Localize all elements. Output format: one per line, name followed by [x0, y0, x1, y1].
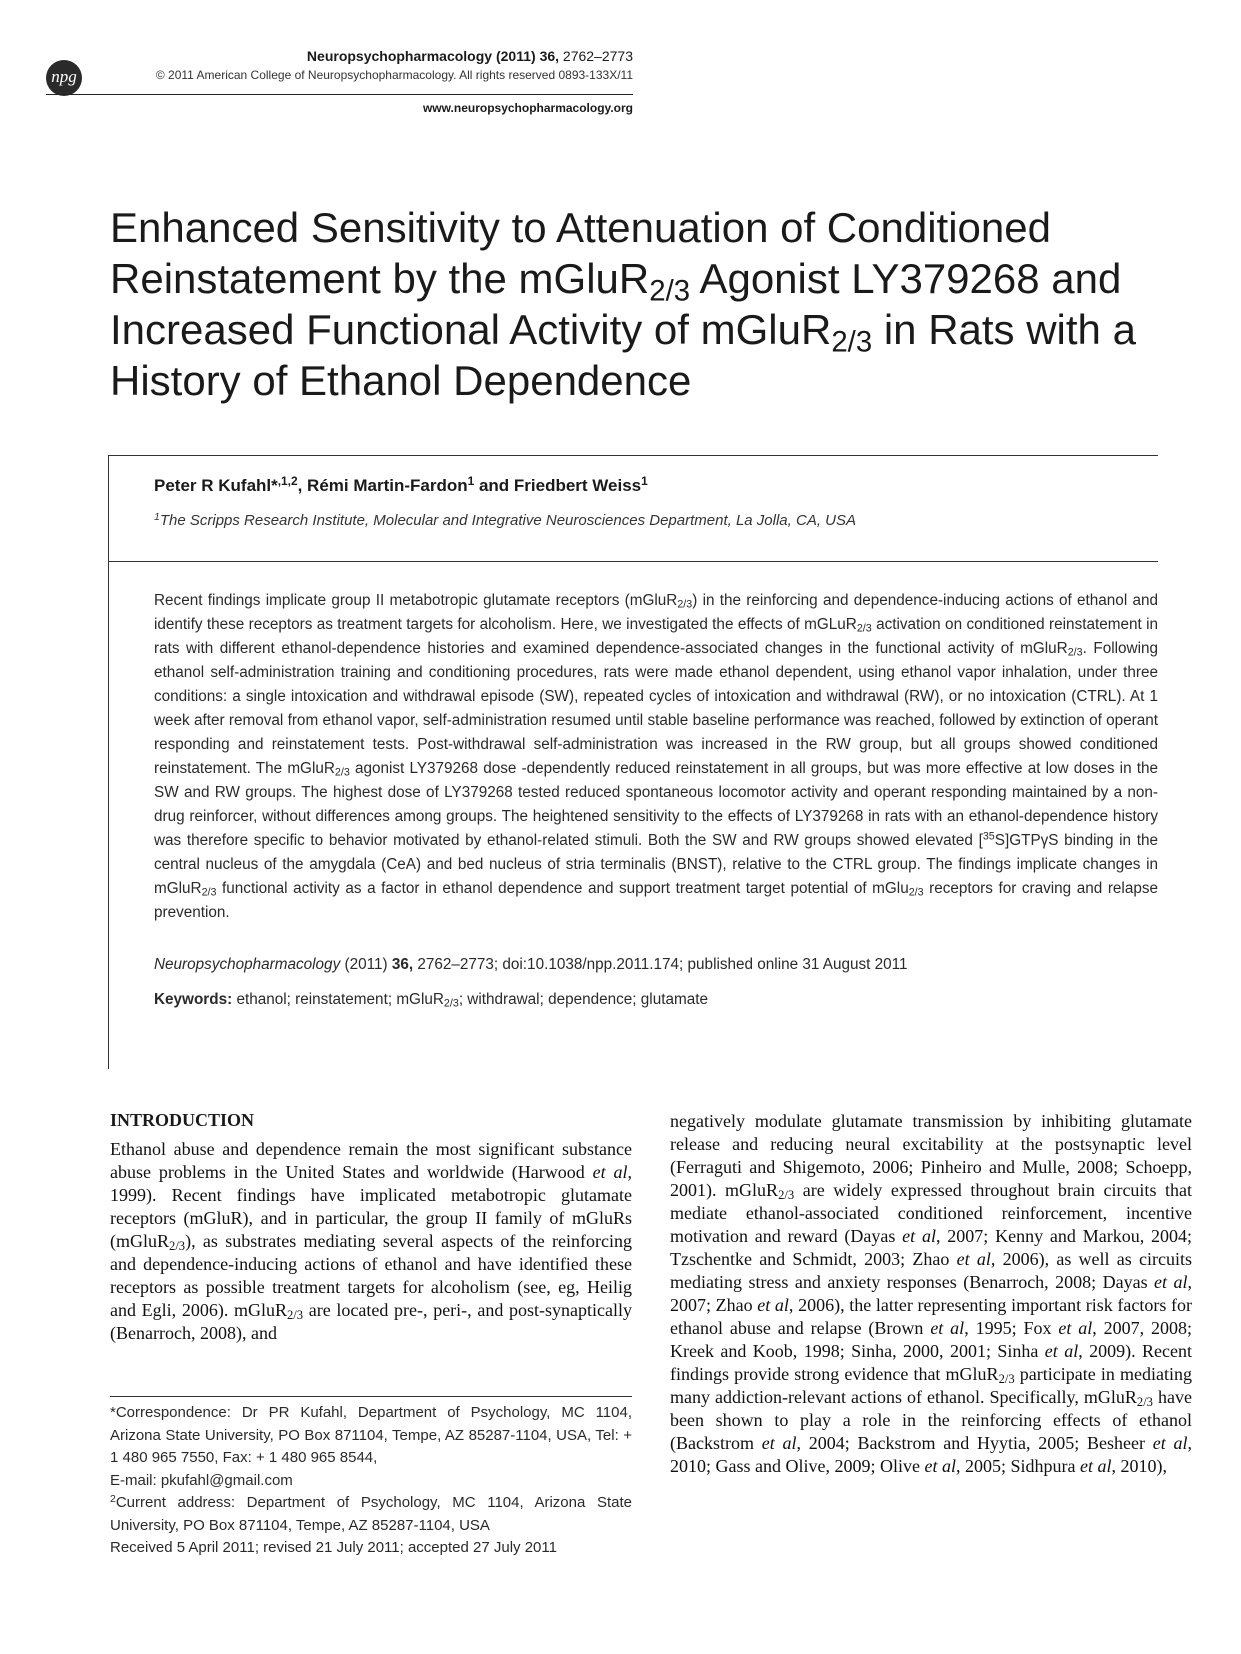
author-box-divider	[108, 561, 1158, 562]
author-martin-fardon: , Rémi Martin-Fardon	[297, 476, 468, 495]
journal-name: Neuropsychopharmacology	[306, 48, 493, 64]
citation-doi: 2762–2773; doi:10.1038/npp.2011.174; published online 31 August 2011	[413, 956, 908, 973]
affiliation-sup: 1	[154, 510, 160, 523]
author-kufahl: Peter R Kufahl*	[154, 476, 278, 495]
author-affil-sup: 1	[641, 474, 648, 489]
citation-volume: 36,	[391, 956, 414, 973]
author-box-left-rule	[108, 455, 109, 1069]
keywords-text: ethanol; reinstatement; mGluR	[232, 991, 444, 1008]
footnotes	[110, 1402, 632, 1560]
keywords	[154, 988, 708, 1012]
author-affil-sup: ,1,2	[277, 474, 298, 489]
citation-year: (2011)	[340, 956, 392, 973]
journal-pages: 2762–2773	[562, 48, 633, 64]
header-rule	[46, 94, 633, 95]
author-affil-sup: 1	[467, 474, 475, 489]
current-address-text: Current address: Department of Psychology, MC 1104, Arizona State University, PO Box 871104, Tempe, AZ 85287-1104, USA	[110, 1494, 632, 1534]
received-dates: Received 5 April 2011; revised 21 July 2011; accepted 27 July 2011	[110, 1539, 557, 1556]
title-subscript: 2/3	[831, 325, 873, 359]
author-weiss: and Friedbert Weiss	[474, 476, 642, 495]
abstract: Recent findings implicate group II metabotropic glutamate receptors (mGluR$_{2/3}$) in the reinforcing and dependence-inducing actions of ethanol and identify these receptors as treatment targets for alcoholism. Here, we investigated the effects of mGLuR$_{2/3}$ activation on conditioned reinstatement in rats with different ethanol-dependence histories and examined dependence-associated changes in the functional activity of mGluR$_{2/3}$. Following ethanol self-administration training and conditioning procedures, rats were made ethanol dependent, using ethanol vapor inhalation, under three conditions: a single intoxication and withdrawal episode (SW), repeated cycles of intoxication and withdrawal (RW), or no intoxication (CTRL). At 1 week after removal from ethanol vapor, self-administration resumed until stable baseline performance was reached, followed by extinction of operant responding and reinstatement tests. Post-withdrawal self-administration was increased in the RW group, but all groups showed conditioned reinstatement. The mGluR$_{2/3}$ agonist LY379268 dose -dependently reduced reinstatement in all groups, but was more effective at low doses in the SW and RW groups. The highest dose of LY379268 tested reduced spontaneous locomotor activity and operant responding maintained by a non-drug reinforcer, without differences among groups. The heightened sensitivity to the effects of LY379268 in rats with an ethanol-dependence history was therefore specific to behavior motivated by ethanol-related stimuli. Both the SW and RW groups showed elevated [$^{35}$S]GTPγS binding in the central nucleus of the amygdala (CeA) and bed nucleus of stria terminalis (BNST), relative to the CTRL group. The findings implicate changes in mGluR$_{2/3}$ functional activity as a factor in ethanol dependence and support treatment target potential of mGlu$_{2/3}$ receptors for craving and relapse prevention.	[154, 592, 1159, 921]
logo-text: npg	[51, 67, 77, 86]
title-part: Agonist LY379268 and Increased Functional Activity of mGluR	[110, 255, 1122, 353]
title-part: in Rats with a History of Ethanol Dependence	[110, 306, 1136, 404]
intro-paragraph-continued: negatively modulate glutamate transmission by inhibiting glutamate release and reducing neural excitability at the postsynaptic level (Ferraguti and Shigemoto, 2006; Pinheiro and Mulle, 2008; Schoepp, 2001). mGluR$_{2/3}$ are widely expressed throughout brain circuits that mediate ethanol-associated conditioned reinforcement, incentive motivation and reward (Dayas et al, 2007; Kenny and Markou, 2004; Tzschentke and Schmidt, 2003; Zhao et al, 2006), as well as circuits mediating stress and anxiety responses (Benarroch, 2008; Dayas et al, 2007; Zhao et al, 2006), the latter representing important risk factors for ethanol abuse and relapse (Brown et al, 1995; Fox et al, 2007, 2008; Kreek and Koob, 1998; Sinha, 2000, 2001; Sinha et al, 2009). Recent findings provide strong evidence that mGluR$_{2/3}$ participate in mediating many addiction-relevant actions of ethanol. Specifically, mGluR$_{2/3}$ have been shown to play a role in the reinforcing effects of ethanol (Backstrom et al, 2004; Backstrom and Hyytia, 2005; Besheer et al, 2010; Gass and Olive, 2009; Olive et al, 2005; Sidhpura et al, 2010),	[670, 1111, 1193, 1476]
author-list	[154, 476, 648, 496]
author-box-top-rule	[108, 455, 1158, 456]
section-heading-introduction: INTRODUCTION	[110, 1110, 255, 1130]
keywords-text: ; withdrawal; dependence; glutamate	[458, 991, 708, 1008]
journal-volume: 36,	[539, 48, 560, 64]
affiliation	[154, 512, 856, 529]
copyright-line: © 2011 American College of Neuropsychopharmacology. All rights reserved 0893-133X/11	[155, 68, 633, 82]
journal-year: (2011)	[495, 48, 536, 64]
npg-logo	[46, 60, 82, 96]
email-link[interactable]: E-mail: pkufahl@gmail.com	[110, 1471, 293, 1489]
citation-journal: Neuropsychopharmacology	[154, 956, 341, 973]
affiliation-text: The Scripps Research Institute, Molecular and Integrative Neurosciences Department, La Jolla, CA, USA	[159, 512, 857, 529]
keywords-label: Keywords:	[154, 991, 233, 1008]
address-sup: 2	[110, 1492, 116, 1505]
correspondence-note: *Correspondence: Dr PR Kufahl, Department of Psychology, MC 1104, Arizona State University, PO Box 871104, Tempe, AZ 85287-1104, USA, Tel: + 1 480 965 7550, Fax: + 1 480 965 8544,	[110, 1404, 632, 1466]
footnote-rule	[110, 1396, 632, 1397]
abstract-citation	[154, 953, 1158, 977]
journal-citation-line	[307, 48, 633, 64]
current-address-note	[110, 1492, 632, 1537]
title-subscript: 2/3	[649, 274, 691, 308]
article-title	[110, 202, 1190, 406]
intro-paragraph: Ethanol abuse and dependence remain the most significant substance abuse problems in the United States and worldwide (Harwood et al, 1999). Recent findings have implicated metabotropic glutamate receptors (mGluR), and in particular, the group II family of mGluRs (mGluR$_{2/3}$), as substrates mediating several aspects of the reinforcing and dependence-inducing actions of ethanol and have identified these receptors as possible treatment targets for alcoholism (see, eg, Heilig and Egli, 2006). mGluR$_{2/3}$ are located pre-, peri-, and post-synaptically (Benarroch, 2008), and	[110, 1139, 632, 1343]
keywords-subscript: 2/3	[443, 997, 459, 1010]
journal-url-link[interactable]: www.neuropsychopharmacology.org	[422, 101, 633, 115]
title-part: Enhanced Sensitivity to Attenuation of Conditioned Reinstatement by the mGluR	[110, 204, 1051, 302]
